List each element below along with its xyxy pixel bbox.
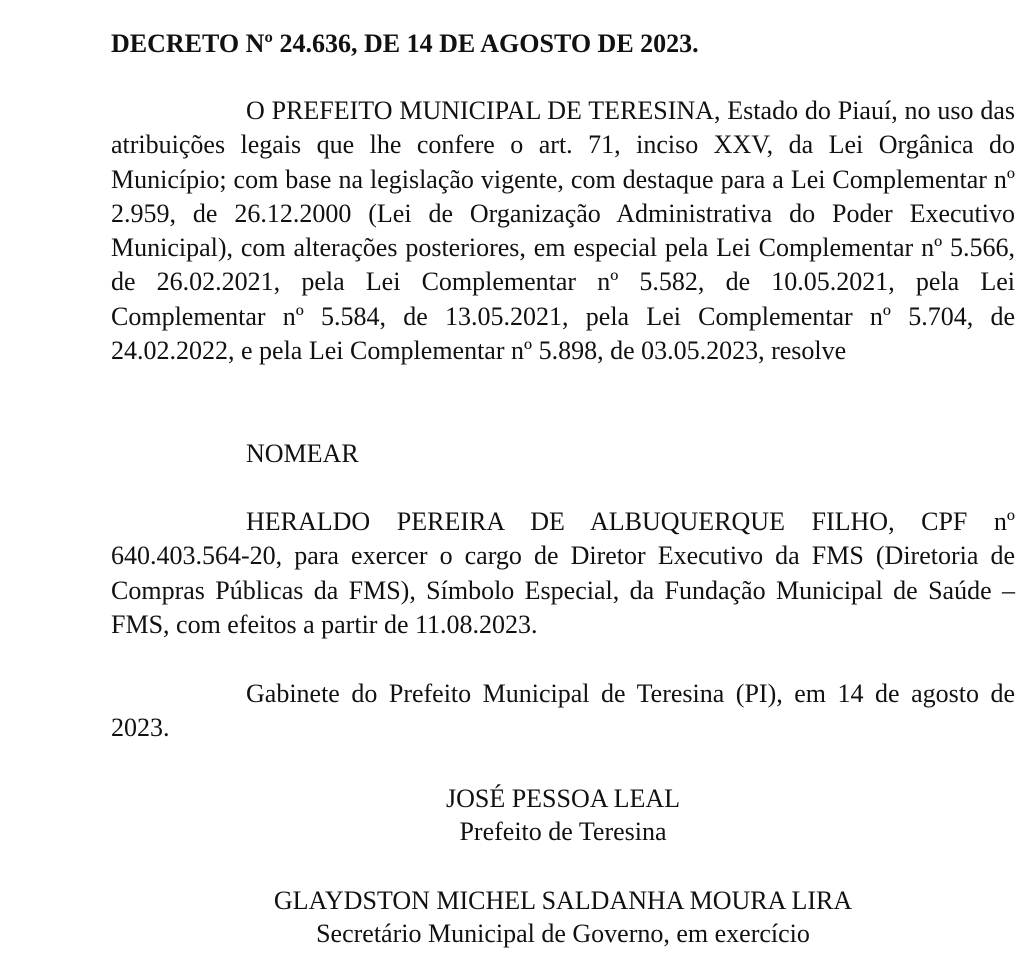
intro-paragraph <box>111 94 1015 368</box>
appointment-paragraph <box>111 505 1015 642</box>
action-paragraph <box>111 437 1015 471</box>
appointment-text: HERALDO PEREIRA DE ALBUQUERQUE FILHO, CPF nº 640.403.564-20, para exercer o cargo de Diretor Executivo da FMS (Diretoria de Compras Públicas da FMS), Símbolo Especial, da Fundação Municipal de Saúde – FMS, com efeitos a partir de 11.08.2023. <box>111 507 1015 639</box>
intro-text: O PREFEITO MUNICIPAL DE TERESINA, Estado do Piauí, no uso das atribuições legais que lhe confere o art. 71, inciso XXV, da Lei Orgânica do Município; com base na legislação vigente, com destaque para a Lei Complementar nº 2.959, de 26.12.2000 (Lei de Organização Administrativa do Poder Executivo Municipal), com alterações posteriores, em especial pela Lei Complementar nº 5.566, de 26.02.2021, pela Lei Complementar nº 5.582, de 10.05.2021, pela Lei Complementar nº 5.584, de 13.05.2021, pela Lei Complementar nº 5.704, de 24.02.2022, e pela Lei Complementar nº 5.898, de 03.05.2023, resolve <box>111 96 1015 366</box>
action-text: NOMEAR <box>246 439 359 468</box>
signature-secretary-name: GLAYDSTON MICHEL SALDANHA MOURA LIRA <box>273 886 853 915</box>
closing-text: Gabinete do Prefeito Municipal de Teresina (PI), em 14 de agosto de 2023. <box>111 679 1015 743</box>
signature-secretary-role: Secretário Municipal de Governo, em exercício <box>316 919 810 948</box>
signature-mayor-name: JOSÉ PESSOA LEAL <box>445 784 681 813</box>
closing-paragraph <box>111 677 1015 746</box>
signature-mayor-role: Prefeito de Teresina <box>459 817 667 846</box>
decree-title: DECRETO Nº 24.636, DE 14 DE AGOSTO DE 2023. <box>111 29 699 58</box>
